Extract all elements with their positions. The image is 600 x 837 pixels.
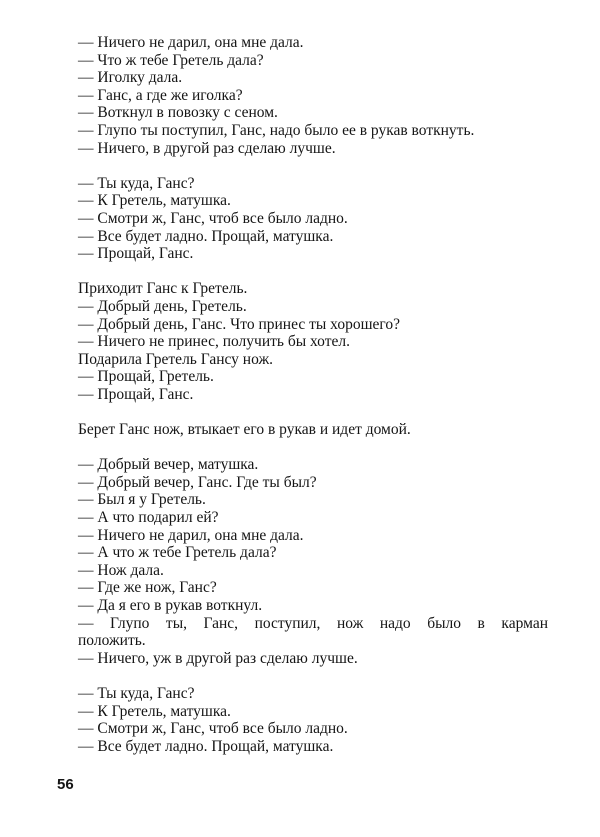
text-line: — Добрый день, Гретель. [78,297,247,315]
text-line: — Что ж тебе Гретель дала? [78,51,264,69]
text-line: — Ты куда, Ганс? [78,174,195,192]
narration-line: Приходит Ганс к Гретель. [78,280,248,298]
text-line: — Прощай, Ганс. [78,385,194,403]
text-line: — Добрый вечер, матушка. [78,456,259,474]
text-line: — А что подарил ей? [78,509,219,527]
text-line: — К Гретель, матушка. [78,192,231,210]
text-line: — Да я его в рукав воткнул. [78,597,263,614]
paragraph-gap [78,403,548,421]
text-line: — Смотри ж, Ганс, чтоб все было ладно. [78,209,348,227]
page-text [78,34,548,755]
text-line: — А что ж тебе Гретель дала? [78,544,277,562]
text-line: — Глупо ты, Ганс, поступил, нож надо было в карман [78,614,548,632]
text-line: — Ничего, уж в другой раз сделаю лучше. [78,649,358,667]
text-line: — К Гретель, матушка. [78,702,231,720]
dialogue-block [78,34,548,157]
text-line: — Ничего, в другой раз сделаю лучше. [78,139,336,157]
paragraph-gap [78,667,548,685]
dialogue-block [78,456,548,667]
narration-block [78,421,548,439]
dialogue-block [78,280,548,403]
text-line: — Прощай, Гретель. [78,368,214,386]
paragraph-gap [78,157,548,175]
text-line: положить. [78,632,146,650]
text-line: — Ничего не дарил, она мне дала. [78,526,304,544]
text-line: — Иголку дала. [78,69,183,87]
text-line: — Все будет ладно. Прощай, матушка. [78,737,334,755]
text-line: — Прощай, Ганс. [78,245,194,263]
paragraph-gap [78,263,548,281]
text-line: — Ганс, а где же иголка? [78,86,243,104]
text-line: — Ничего не принес, получить бы хотел. [78,333,350,351]
dialogue-block [78,685,548,755]
text-line: — Нож дала. [78,561,164,579]
text-line: — Глупо ты поступил, Ганс, надо было ее в рукав воткнуть. [78,121,475,139]
text-line: — Ничего не дарил, она мне дала. [78,34,304,51]
narration-line: Подарила Гретель Гансу нож. [78,350,274,368]
text-line: — Смотри ж, Ганс, чтоб все было ладно. [78,720,348,738]
text-line: — Где же нож, Ганс? [78,579,217,597]
text-line: — Ты куда, Ганс? [78,684,195,702]
text-line: — Добрый день, Ганс. Что принес ты хорошего? [78,315,400,333]
page-number: 56 [57,776,74,793]
text-line: — Воткнул в повозку с сеном. [78,104,278,122]
text-line: — Все будет ладно. Прощай, матушка. [78,227,334,245]
dialogue-block [78,175,548,263]
text-line: — Был я у Гретель. [78,491,206,509]
paragraph-gap [78,439,548,457]
text-line: — Добрый вечер, Ганс. Где ты был? [78,473,317,491]
narration-line: Берет Ганс нож, втыкает его в рукав и идет домой. [78,421,411,439]
